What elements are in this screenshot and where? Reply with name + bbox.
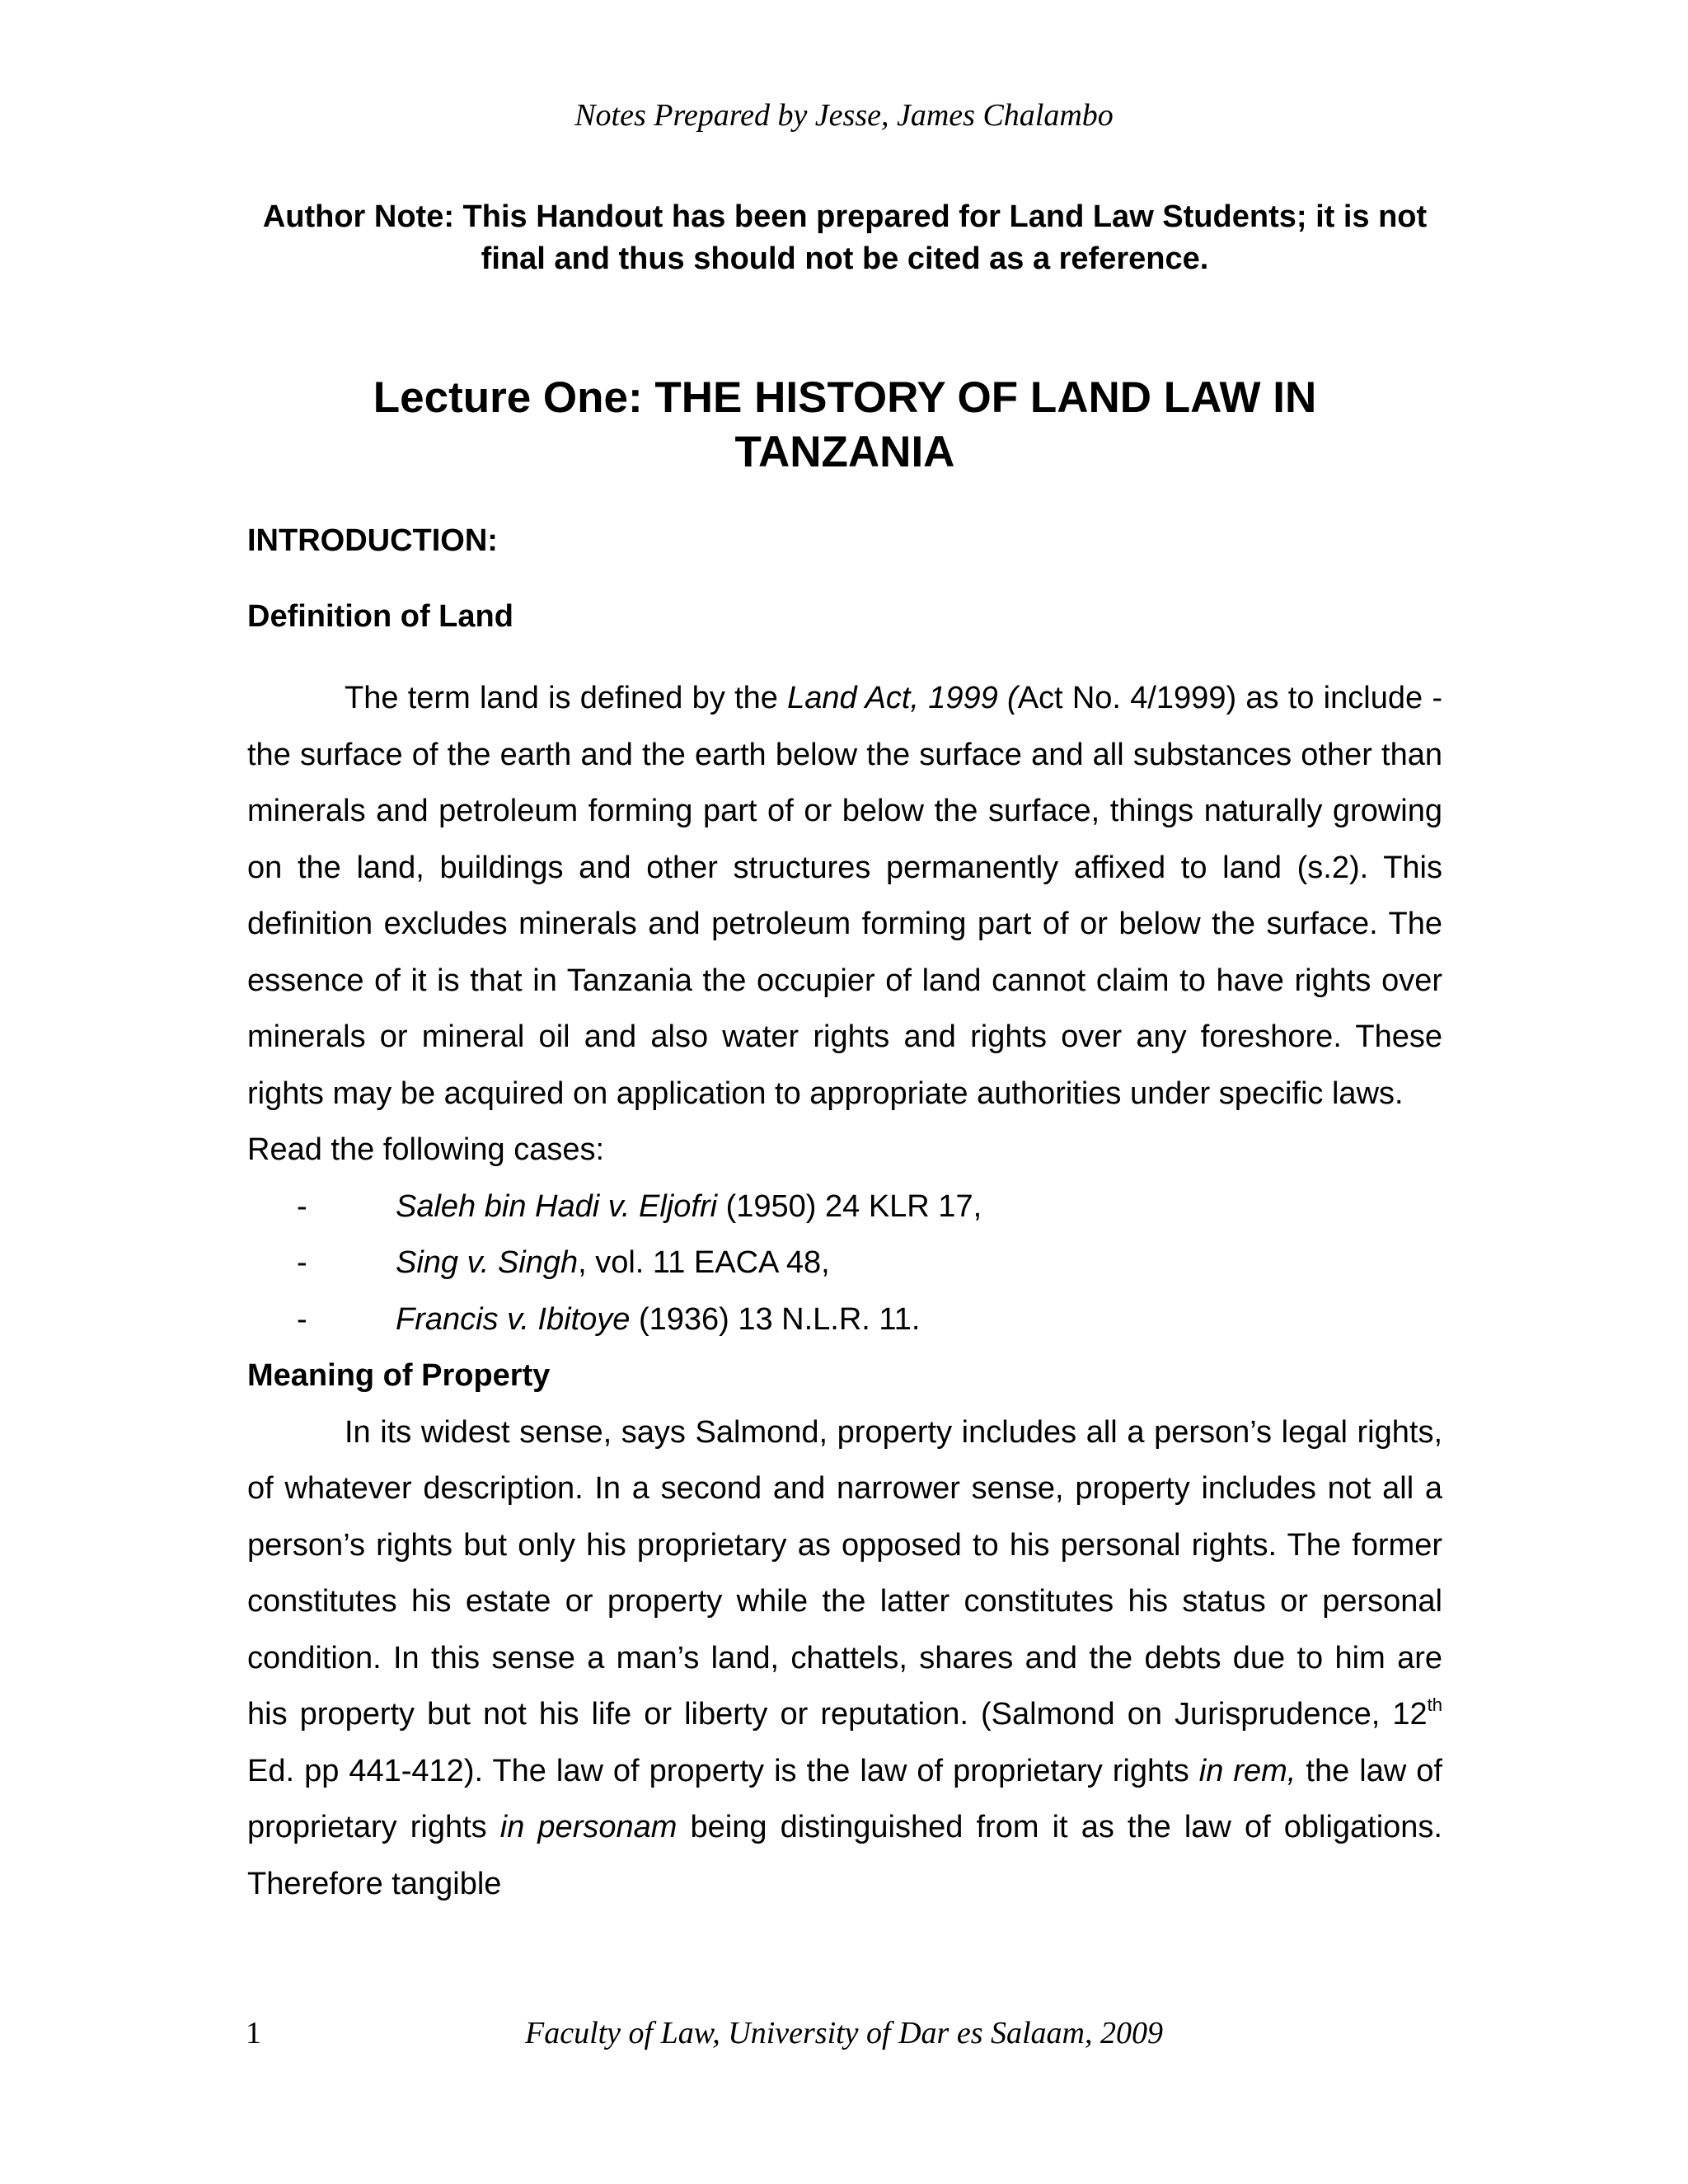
list-dash: - bbox=[297, 1188, 307, 1224]
case-citation: , vol. 11 EACA 48, bbox=[578, 1245, 830, 1280]
lecture-title-line-2: TANZANIA bbox=[734, 428, 955, 476]
land-act-citation: Land Act, 1999 ( bbox=[787, 681, 1018, 715]
case-citation: (1950) 24 KLR 17, bbox=[717, 1188, 982, 1224]
definition-heading: Definition of Land bbox=[247, 599, 513, 634]
header-prepared-by: Notes Prepared by Jesse, James Chalambo bbox=[574, 98, 1114, 133]
definition-text-1: The term land is defined by the bbox=[345, 681, 788, 715]
page-number: 1 bbox=[246, 2016, 261, 2050]
author-note: Author Note: This Handout has been prepared for Land Law Students; it is not final and thus should not be cited as a reference. bbox=[262, 199, 1428, 276]
list-item bbox=[247, 1235, 1442, 1291]
list-item bbox=[247, 1291, 1442, 1348]
list-dash: - bbox=[297, 1245, 307, 1280]
case-name: Sing v. Singh bbox=[396, 1245, 579, 1280]
list-item bbox=[247, 1179, 1442, 1235]
body-text bbox=[247, 670, 1442, 1912]
list-dash: - bbox=[297, 1301, 307, 1337]
case-name: Saleh bin Hadi v. Eljofri bbox=[396, 1188, 718, 1224]
property-text-3: the law of proprietary rights bbox=[247, 1753, 1442, 1844]
meaning-heading: Meaning of Property bbox=[247, 1358, 551, 1393]
definition-text-2: Act No. 4/1999) as to include - the surface of the earth and the earth below the surface and all substances other than minerals and petroleum forming part of or below the surface, things naturally growing on the land, buildings and other structures permanently affixed to land (s.2). This definition excludes minerals and petroleum forming part of or below the surface. The essence of it is that in Tanzania the occupier of land cannot claim to have rights over minerals or mineral oil and also water rights and rights over any foreshore. These rights may be acquired on application to appropriate authorities under specific laws. bbox=[247, 681, 1443, 1111]
lecture-title bbox=[247, 371, 1442, 480]
lecture-title-line-1: Lecture One: THE HISTORY OF LAND LAW IN bbox=[373, 373, 1317, 422]
footer-text: Faculty of Law, University of Dar es Salaam, 2009 bbox=[524, 2016, 1163, 2050]
read-cases-label: Read the following cases: bbox=[247, 1132, 605, 1167]
in-rem-term: in rem, bbox=[1198, 1753, 1296, 1788]
case-list bbox=[247, 1179, 1442, 1348]
property-paragraph bbox=[247, 1404, 1442, 1913]
case-citation: (1936) 13 N.L.R. 11. bbox=[630, 1301, 921, 1337]
definition-paragraph bbox=[247, 670, 1442, 1122]
case-name: Francis v. Ibitoye bbox=[396, 1301, 631, 1337]
in-personam-term: in personam bbox=[499, 1810, 678, 1844]
property-text-1: In its widest sense, says Salmond, property includes all a person’s legal rights, of whatever description. In a second and narrower sense, property includes not all a person’s rights but only his proprietary as opposed to his personal rights. The former constitutes his estate or property while the latter constitutes his status or personal condition. In this sense a man’s land, chattels, shares and the debts due to him are his property but not his life or liberty or reputation. (Salmond on Jurisprudence, 12 bbox=[247, 1414, 1442, 1732]
property-text-4: being distinguished from it as the law of obligations. Therefore tangible bbox=[247, 1810, 1442, 1901]
introduction-heading: INTRODUCTION: bbox=[247, 523, 498, 558]
ordinal-superscript: th bbox=[1427, 1694, 1442, 1715]
property-text-2: Ed. pp 441-412). The law of property is the law of proprietary rights bbox=[247, 1753, 1199, 1788]
